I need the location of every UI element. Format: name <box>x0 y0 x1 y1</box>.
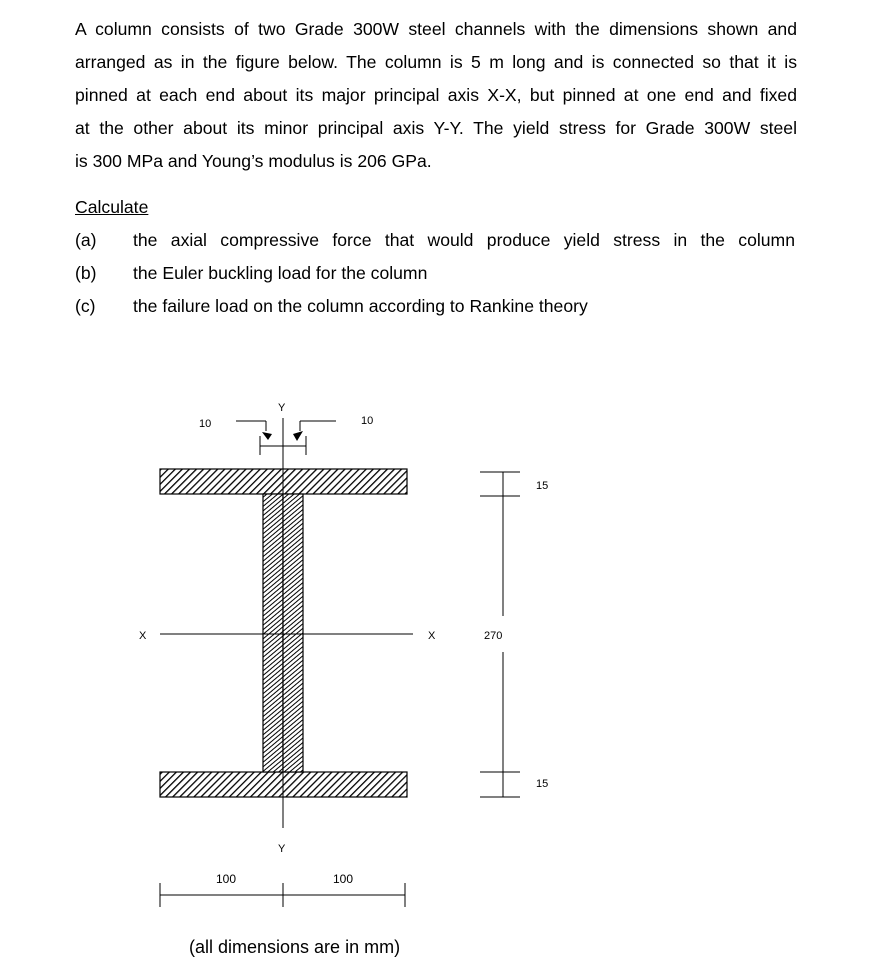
problem-line-3: pinned at each end about its major principal axis X-X, but pinned at one end and fixed <box>75 85 797 105</box>
web-dim-arrow-left <box>262 432 272 440</box>
item-label-b: (b) <box>75 263 97 283</box>
problem-line-5: is 300 MPa and Young’s modulus is 206 GPa. <box>75 151 432 171</box>
dim-flange-bottom-label: 15 <box>536 778 549 790</box>
figure-caption: (all dimensions are in mm) <box>189 937 401 957</box>
item-label-a: (a) <box>75 230 97 250</box>
dim-web-right-label: 10 <box>361 415 374 427</box>
axis-x-left-label: X <box>139 630 147 642</box>
item-label-c: (c) <box>75 296 96 316</box>
calculate-heading: Calculate <box>75 197 149 217</box>
axis-y-bottom-label: Y <box>278 843 286 855</box>
web-left <box>263 494 283 772</box>
problem-line-1: A column consists of two Grade 300W steel channels with the dimensions shown and <box>75 19 797 39</box>
item-text-a: the axial compressive force that would produce yield stress in the column <box>133 230 795 250</box>
web-right <box>283 494 303 772</box>
axis-y-top-label: Y <box>278 402 286 414</box>
problem-line-2: arranged as in the figure below. The column is 5 m long and is connected so that it is <box>75 52 797 72</box>
web-dim-arrow-right <box>293 431 303 441</box>
item-text-b: the Euler buckling load for the column <box>133 263 428 283</box>
problem-line-4: at the other about its minor principal axis Y-Y. The yield stress for Grade 300W steel <box>75 118 797 138</box>
dim-height-label: 270 <box>484 630 503 642</box>
item-text-c: the failure load on the column according to Rankine theory <box>133 296 588 316</box>
dim-flange-top-label: 15 <box>536 480 549 492</box>
axis-x-right-label: X <box>428 630 436 642</box>
dim-web-left-label: 10 <box>199 418 212 430</box>
dim-half-left-label: 100 <box>216 872 237 886</box>
dim-half-right-label: 100 <box>333 872 354 886</box>
